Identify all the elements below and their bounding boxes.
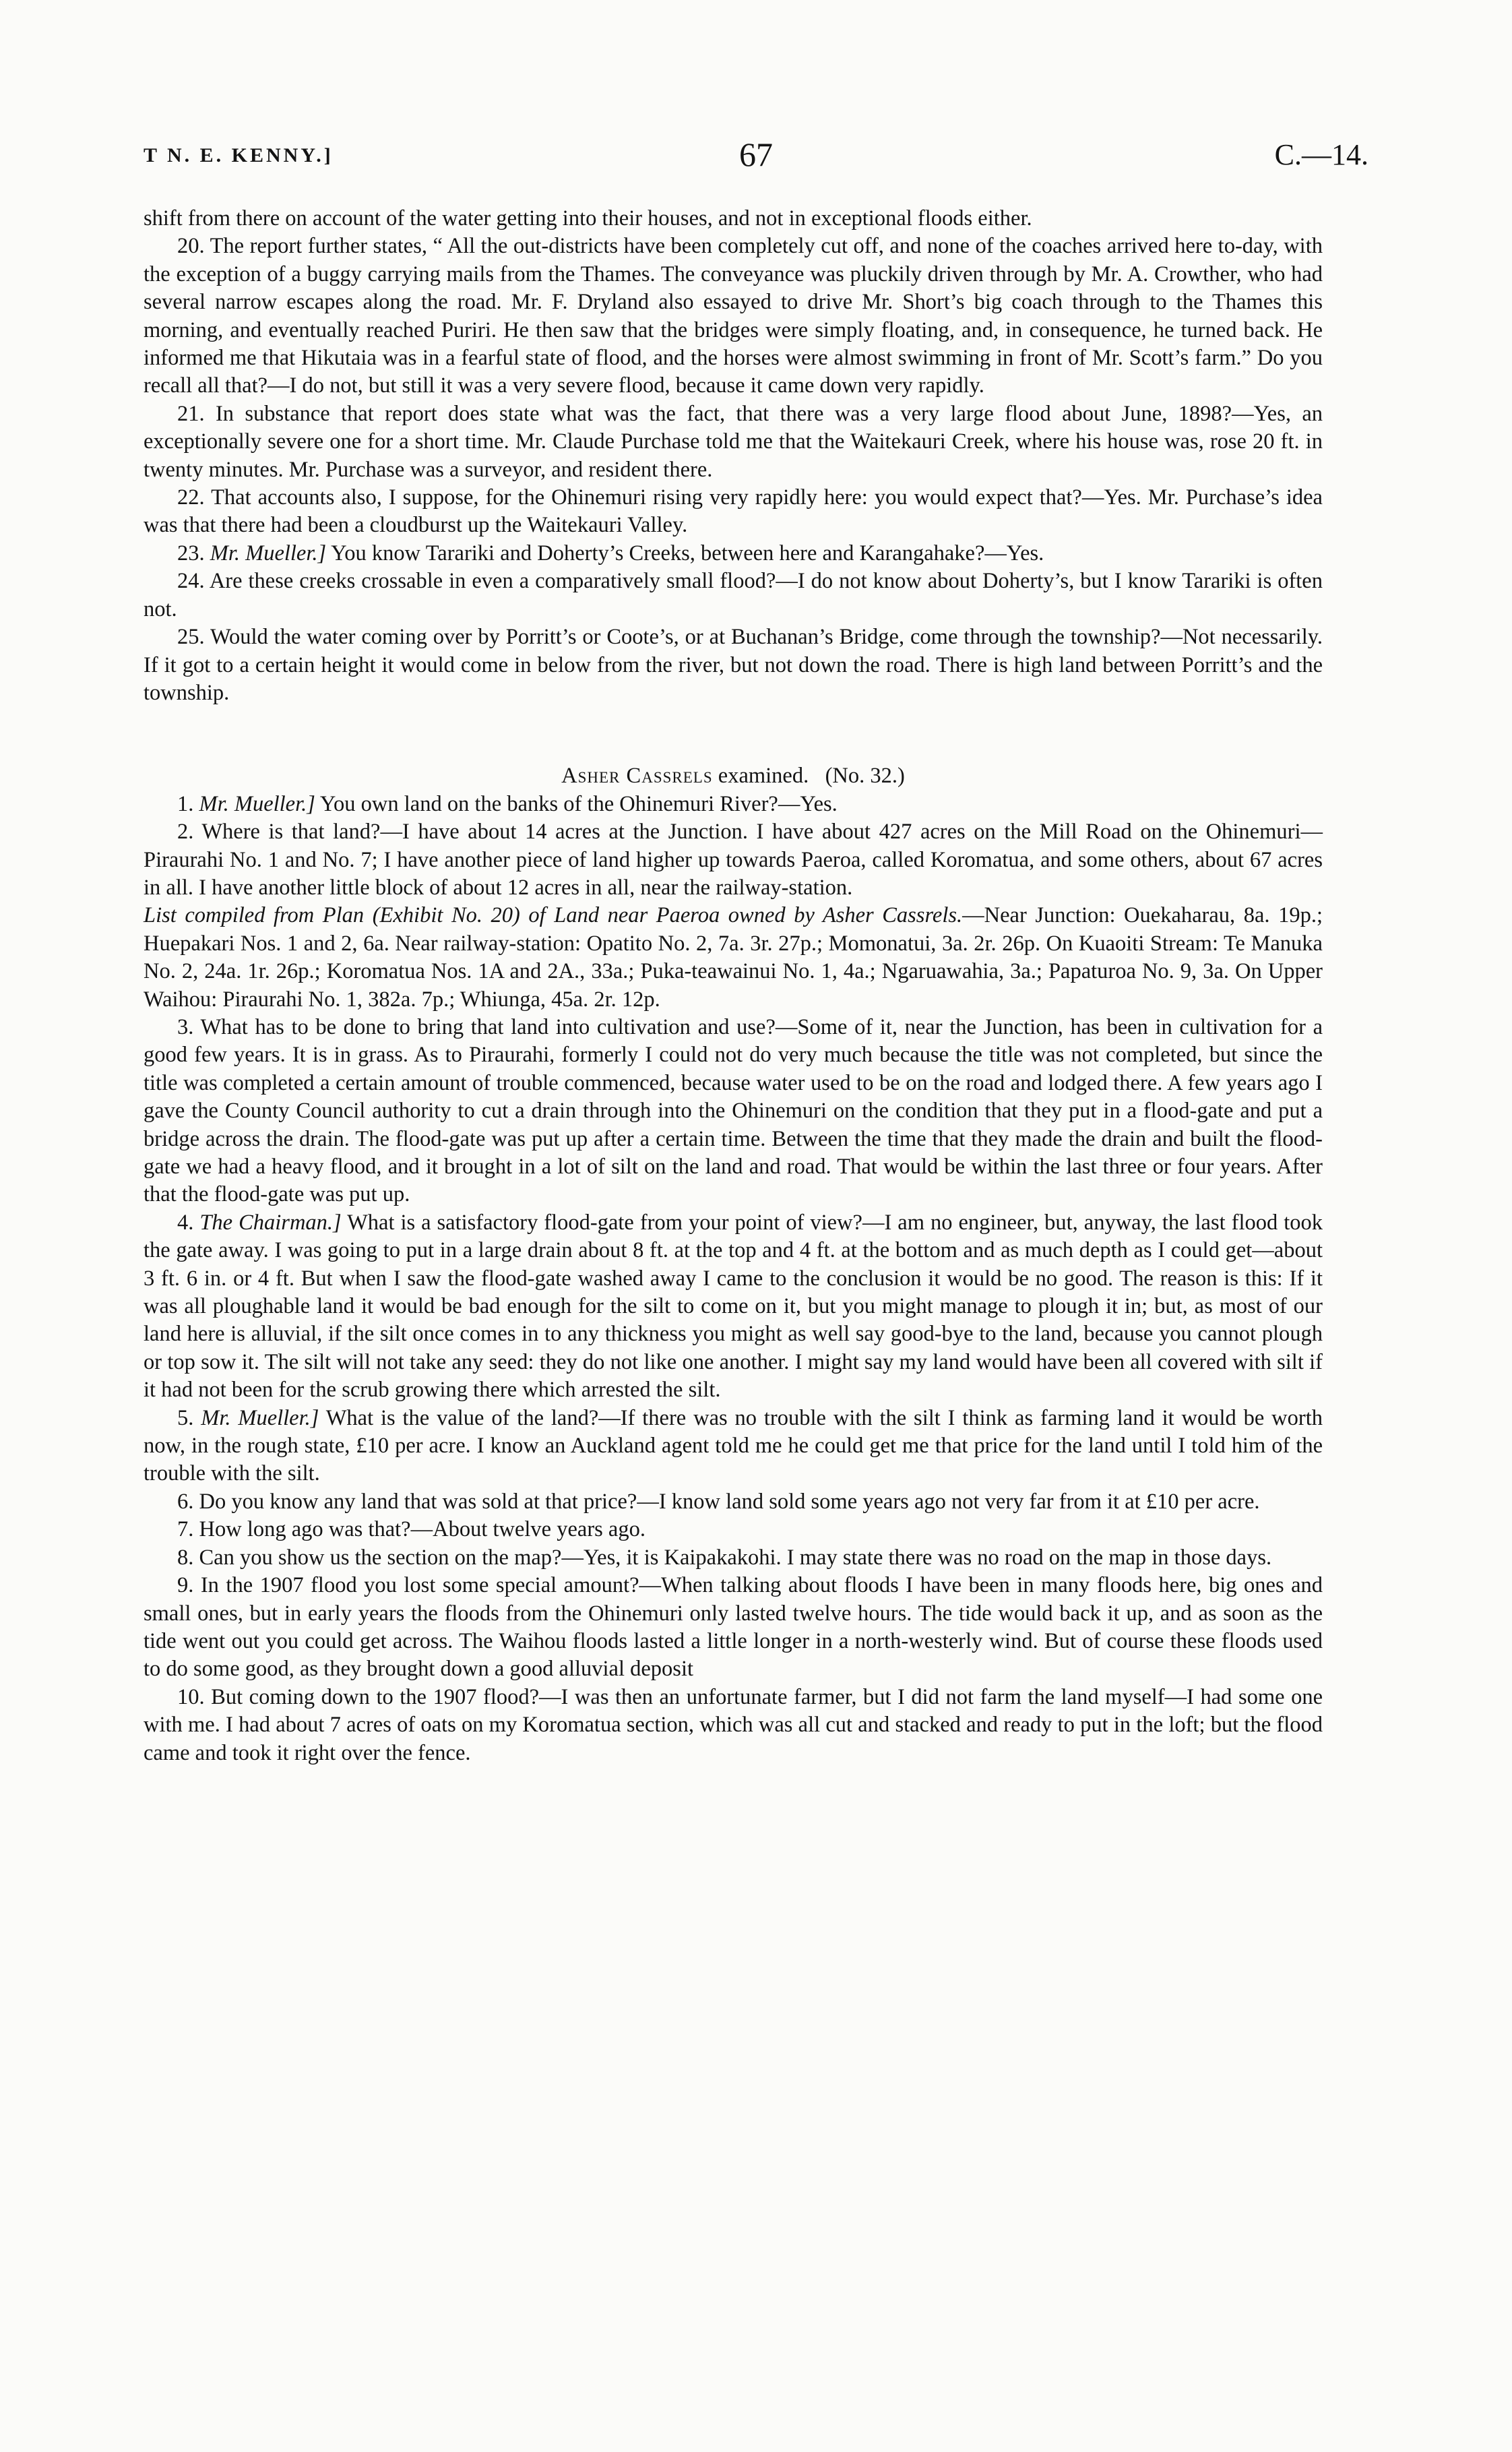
question-number: 2.: [177, 820, 194, 845]
document-reference: C.—14.: [1274, 138, 1368, 171]
question-paragraph: [144, 1684, 1323, 1767]
question-text: Do you know any land that was sold at that price?—I know land sold some years ago not very far from it at £10 per acre.: [199, 1489, 1260, 1514]
land-list-title: List compiled from Plan (Exhibit No. 20) of Land near Paeroa owned by Asher Cassrels.: [144, 903, 963, 928]
land-list-block: [144, 902, 1323, 1014]
question-paragraph: [144, 1014, 1323, 1209]
speaker: The Chairman.]: [199, 1210, 342, 1235]
paragraphs-after-list: [144, 1014, 1323, 1767]
question-number: 25.: [177, 625, 205, 650]
question-text: What has to be done to bring that land into cultivation and use?—Some of it, near the Junction, has been in cultivation for a good few years. It is in grass. As to Piraurahi, formerly I could not do very much because the title was not completed, but since the title was completed a certain amount of trouble commenced, because water used to be on the road and lodged there. A few years ago I gave the County Council authority to cut a drain through into the Ohinemuri on the condition that they put in a flood-gate and put a bridge across the drain. The flood-gate was put up after a certain time. Between the time that they made the drain and built the flood-gate we had a heavy flood, and it brought in a lot of silt on the land and road. That would be within the last three or four years. After that the flood-gate was put up.: [144, 1014, 1323, 1207]
question-number: 3.: [177, 1014, 194, 1039]
question-text: Would the water coming over by Porritt’s or Coote’s, or at Buchanan’s Bridge, come through the township?—Not necessarily. If it got to a certain height it would come in below from the river, but not down the road. There is high land between Porritt’s and the township.: [144, 625, 1323, 705]
question-text: You own land on the banks of the Ohinemuri River?—Yes.: [319, 791, 838, 816]
question-number: 9.: [177, 1573, 194, 1598]
question-number: 24.: [177, 569, 205, 594]
question-paragraph: [144, 400, 1323, 484]
continuation-paragraph: shift from there on account of the water getting into their houses, and not in exceptional floods either.: [144, 206, 1032, 231]
question-number: 6.: [177, 1489, 194, 1514]
question-text: The report further states, “ All the out-districts have been completely cut off, and none of the coaches arrived here to-day, with the exception of a buggy carrying mails from the Thames. The conveyance was pluckily driven through by Mr. A. Crowther, who had several narrow escapes along the road. Mr. F. Dryland also essayed to drive Mr. Short’s big coach through to the Thames this morning, and eventually reached Puriri. He then saw that the bridges were simply floating, and, in consequence, he turned back. He informed me that Hikutaia was in a fearful state of flood, and the horses were almost swimming in front of Mr. Scott’s farm.” Do you recall all that?—I do not, but still it was a very severe flood, because it came down very rapidly.: [144, 234, 1323, 398]
question-number: 8.: [177, 1545, 194, 1570]
question-paragraph: [144, 791, 1323, 818]
question-paragraph: [144, 1544, 1323, 1572]
paragraphs-section-start: [144, 791, 1323, 902]
question-text: In substance that report does state what was the fact, that there was a very large flood about June, 1898?—Yes, an exceptionally severe one for a short time. Mr. Claude Purchase told me that the Waitekauri Creek, where his house was, rose 20 ft. in twenty minutes. Mr. Purchase was a surveyor, and resident there.: [144, 401, 1323, 482]
question-number: 7.: [177, 1517, 194, 1542]
question-paragraph: [144, 623, 1323, 707]
header-witness-name: T N. E. KENNY.]: [144, 144, 334, 166]
question-paragraph: [144, 1488, 1323, 1516]
question-paragraph: [144, 1516, 1323, 1543]
question-text: How long ago was that?—About twelve years ago.: [199, 1517, 645, 1542]
question-number: 1.: [177, 791, 194, 816]
question-number: 4.: [177, 1210, 194, 1235]
paragraphs-before-section: [144, 233, 1323, 707]
question-text: Where is that land?—I have about 14 acres at the Junction. I have about 427 acres on the Mill Road on the Ohinemuri—Piraurahi No. 1 and No. 7; I have another piece of land higher up towards Paeroa, called Koromatua, and some others, about 67 acres in all. I have another little block of about 12 acres in all, near the railway-station.: [144, 820, 1323, 900]
question-text: You know Tarariki and Doherty’s Creeks, between here and Karangahake?—Yes.: [331, 541, 1044, 565]
land-list-body: —Near Junction: Ouekaharau, 8a. 19p.; Huepakari Nos. 1 and 2, 6a. Near railway-station: Opatito No. 2, 7a. 3r. 27p.; Momonatui, 3a. 2r. 26p. On Kuaoiti Stream: Te Manuka No. 2, 24a. 1r. 26p.; Koromatua Nos. 1A and 2A., 33a.; Puka-teawainui No. 1, 4a.; Ngaruawahia, 3a.; Papaturoa No. 9, 3a. On Upper Waihou: Piraurahi No. 1, 382a. 7p.; Whiunga, 45a. 2r. 12p.: [144, 903, 1323, 1012]
question-number: 20.: [177, 234, 205, 259]
question-paragraph: [144, 568, 1323, 623]
question-text: What is the value of the land?—If there was no trouble with the silt I think as farming land it would be worth now, in the rough state, £10 per acre. I know an Auckland agent told me he could get me that price for the land until I told him of the trouble with the silt.: [144, 1405, 1323, 1486]
question-number: 23.: [177, 541, 205, 565]
section-heading: [144, 762, 1323, 790]
page-number: 67: [739, 135, 773, 173]
question-paragraph: [144, 1209, 1323, 1405]
question-number: 21.: [177, 401, 205, 426]
page-header: [144, 135, 1368, 182]
speaker: Mr. Mueller.]: [210, 541, 327, 565]
speaker: Mr. Mueller.]: [201, 1405, 319, 1430]
witness-number: (No. 32.): [825, 764, 905, 789]
question-paragraph: [144, 484, 1323, 540]
question-text: Are these creeks crossable in even a comparatively small flood?—I do not know about Doherty’s, but I know Tarariki is often not.: [144, 569, 1323, 621]
question-text: In the 1907 flood you lost some special amount?—When talking about floods I have been in many floods here, big ones and small ones, but in early years the floods from the Ohinemuri only lasted twelve hours. The tide would back it up, and as soon as the tide went out you could get across. The Waihou floods lasted a little longer in a north-westerly wind. But of course these floods used to do some good, as they brought down a good alluvial deposit: [144, 1573, 1323, 1682]
question-paragraph: [144, 540, 1323, 568]
question-number: 22.: [177, 485, 205, 510]
speaker: Mr. Mueller.]: [199, 791, 315, 816]
question-text: But coming down to the 1907 flood?—I was then an unfortunate farmer, but I did not farm the land myself—I had some one with me. I had about 7 acres of oats on my Koromatua section, which was all cut and stacked and ready to put in the loft; but the flood came and took it right over the fence.: [144, 1684, 1323, 1765]
witness-name: Asher Cassrels: [561, 764, 713, 789]
question-text: What is a satisfactory flood-gate from your point of view?—I am no engineer, but, anyway, the last flood took the gate away. I was going to put in a large drain about 8 ft. at the top and 4 ft. at the bottom and as much depth as I could get—about 3 ft. 6 in. or 4 ft. But when I saw the flood-gate washed away I came to the conclusion it would be no good. The reason is this: If it was all ploughable land it would be bad enough for the silt to come on it, but you might manage to plough it in; but, as most of our land here is alluvial, if the silt once comes in to any thickness you might as well say good-bye to the land, because you cannot plough or top sow it. The silt will not take any seed: they do not like one another. I might say my land would have been all covered with silt if it had not been for the scrub growing there which arrested the silt.: [144, 1210, 1323, 1403]
question-number: 5.: [177, 1405, 194, 1430]
page-body: [144, 205, 1323, 1767]
question-paragraph: [144, 233, 1323, 400]
question-paragraph: [144, 1572, 1323, 1684]
question-text: Can you show us the section on the map?—Yes, it is Kaipakakohi. I may state there was no road on the map in those days.: [199, 1545, 1272, 1570]
question-number: 10.: [177, 1684, 205, 1709]
question-paragraph: [144, 818, 1323, 902]
section-label: examined.: [718, 764, 809, 789]
question-text: That accounts also, I suppose, for the Ohinemuri rising very rapidly here: you would expect that?—Yes. Mr. Purchase’s idea was that there had been a cloudburst up the Waitekauri Valley.: [144, 485, 1323, 538]
question-paragraph: [144, 1405, 1323, 1488]
